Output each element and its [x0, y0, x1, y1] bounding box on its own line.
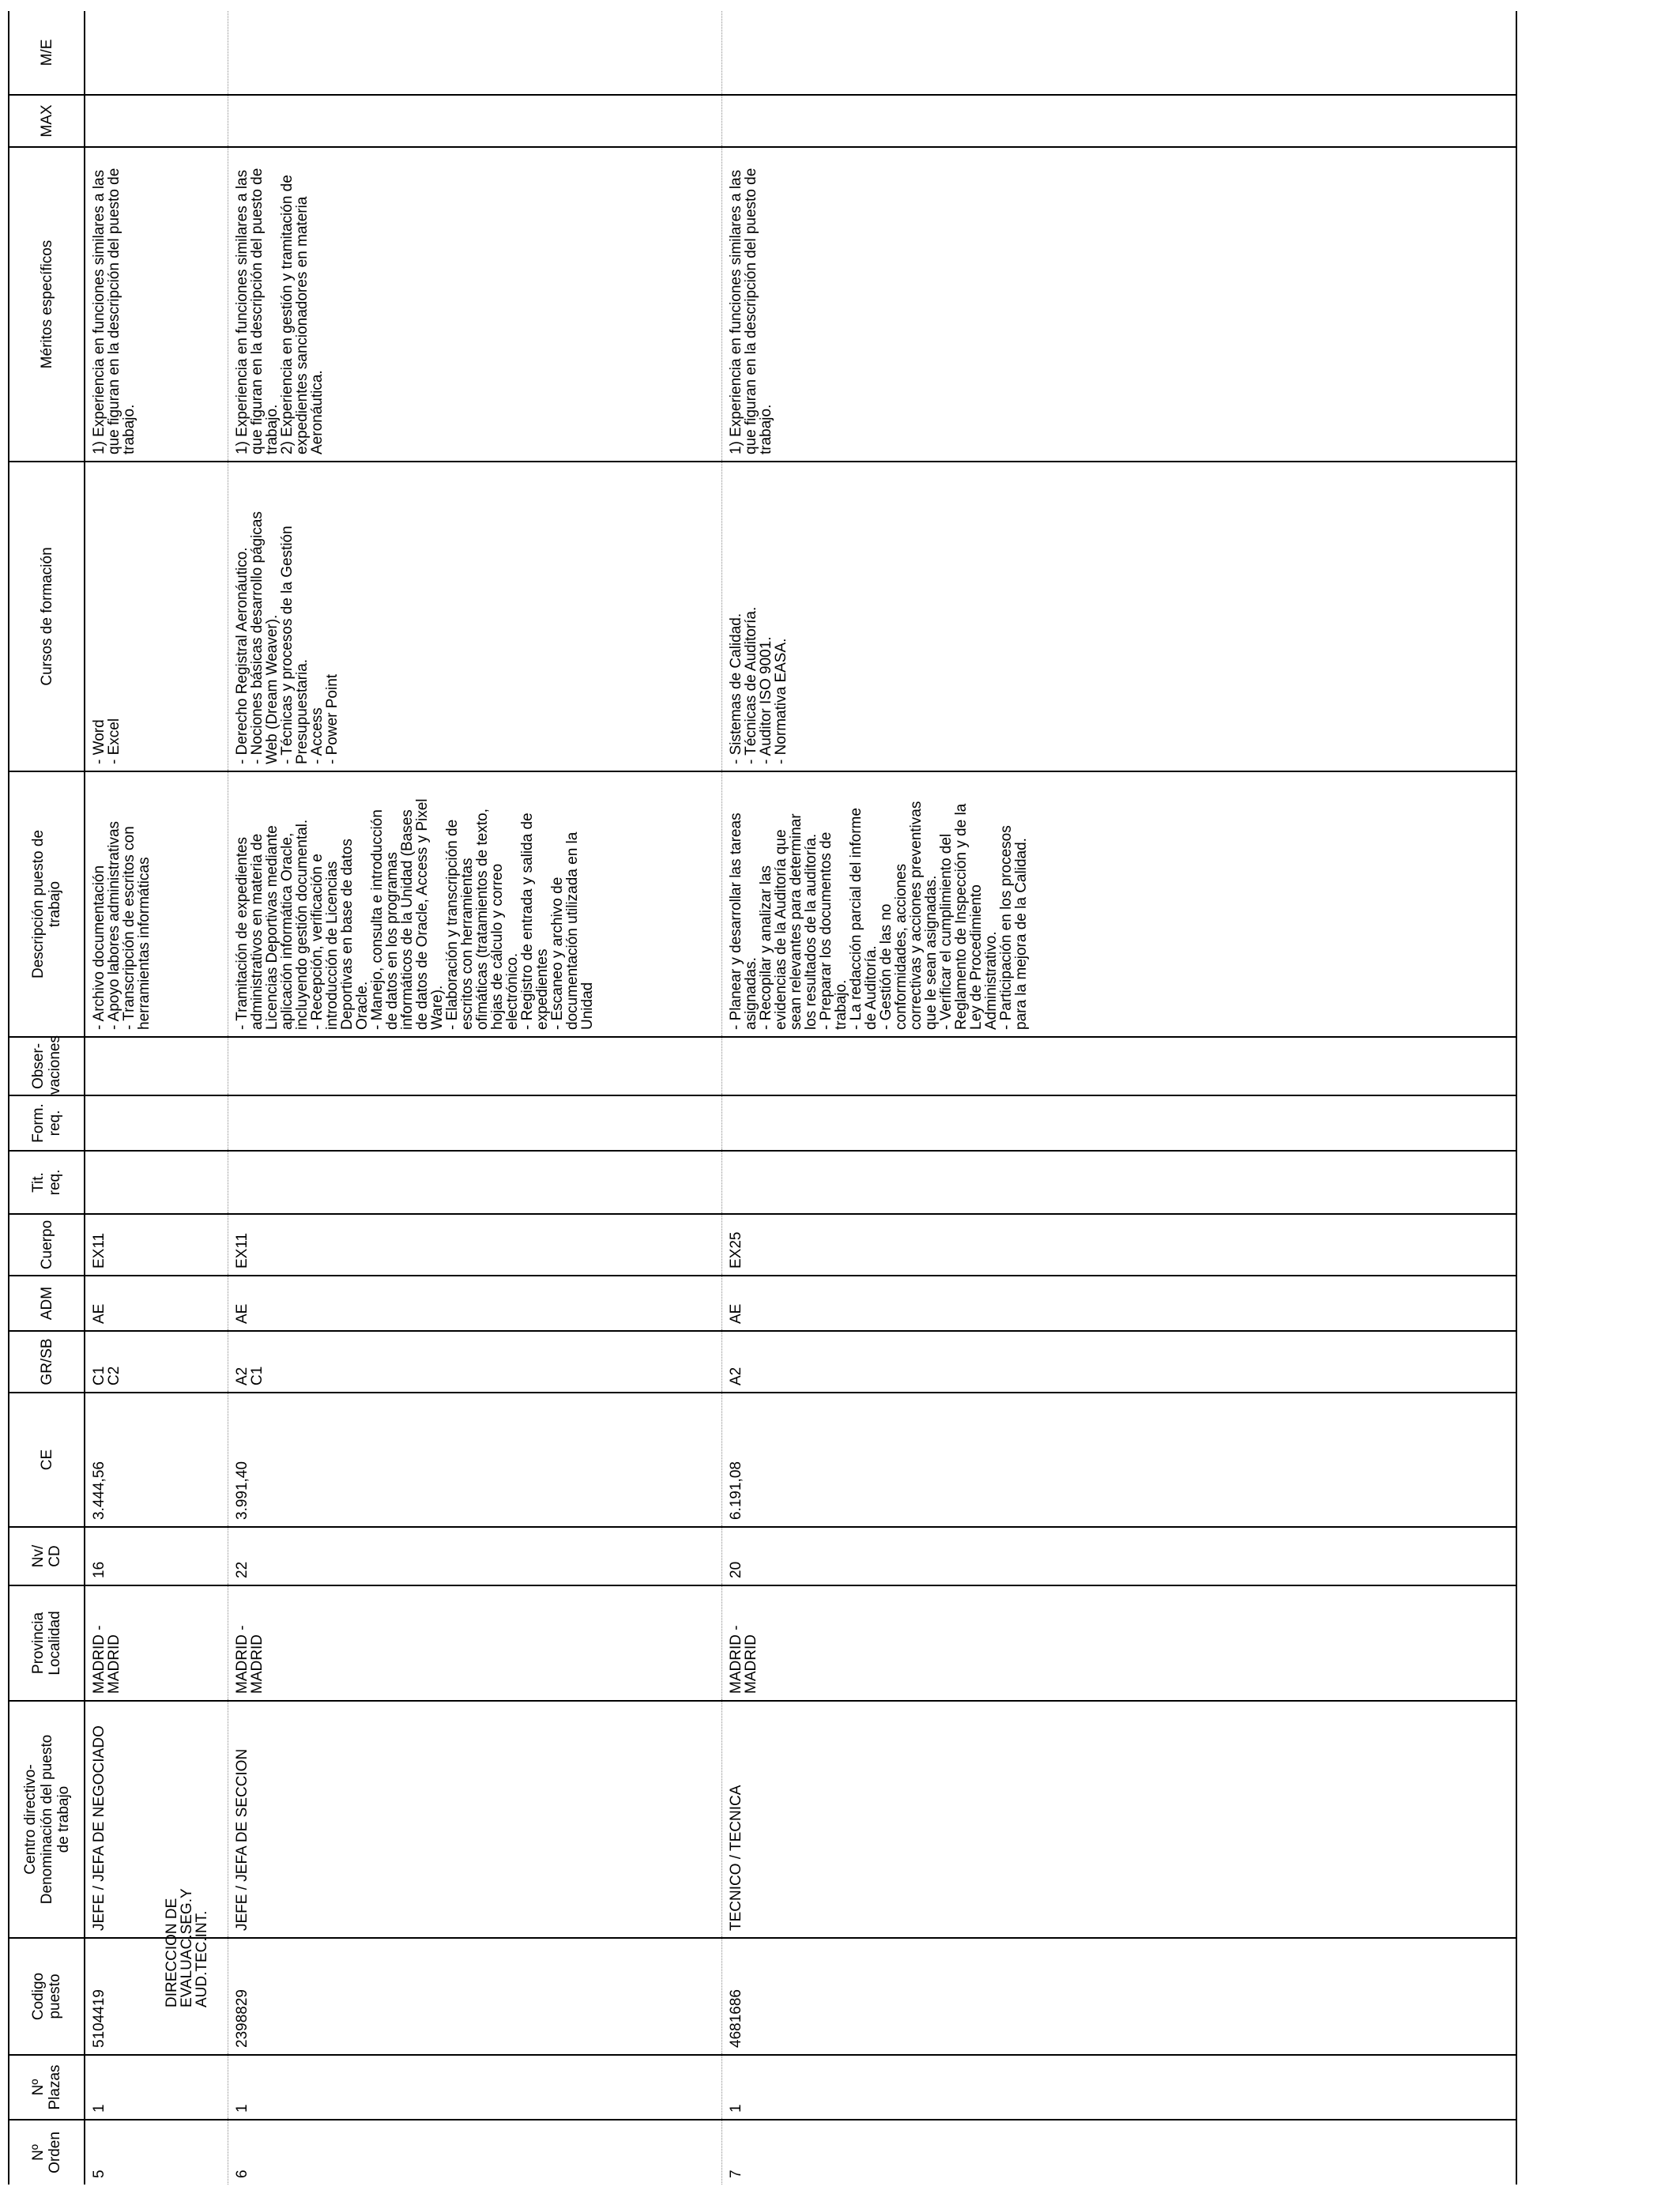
cell-cuerpo: EX11 [85, 1214, 228, 1276]
cell-cursos: - Derecho Registral Aeronáutico. - Nociones básicas desarrollo págicas Web (Dream Weaver). - Técnicas y procesos de la Gestión Presupuestaria. - Access - Power Point [228, 462, 722, 771]
header-meritos: Méritos específicos [9, 147, 85, 462]
header-max: MAX [9, 95, 85, 147]
cell-provincia: MADRID - MADRID [722, 1585, 1517, 1701]
cell-titulacion [85, 1151, 228, 1214]
header-grupo: GR/SB [9, 1331, 85, 1393]
cell-codigo: 2398829 [228, 1938, 722, 2055]
header-titulacion: Tit. req. [9, 1151, 85, 1214]
header-plazas: Nº Plazas [9, 2055, 85, 2120]
cell-grupo: C1 C2 [85, 1331, 228, 1393]
job-positions-table [8, 11, 1517, 2185]
cell-titulacion [722, 1151, 1517, 1214]
cell-provincia: MADRID - MADRID [85, 1585, 228, 1701]
cell-observaciones [85, 1037, 228, 1095]
cell-descripcion: - Archivo documentación - Apoyo labores administrativas - Transcripción de escritos con herramientas informáticas [85, 771, 228, 1037]
cell-centro: TECNICO / TECNICA [722, 1701, 1517, 1938]
cell-cuerpo: EX11 [228, 1214, 722, 1276]
cell-ce: 3.991,40 [228, 1393, 722, 1527]
cell-formacion-req [228, 1095, 722, 1151]
cell-plazas: 1 [85, 2055, 228, 2120]
cell-observaciones [722, 1037, 1517, 1095]
cell-grupo: A2 C1 [228, 1331, 722, 1393]
cell-max [85, 95, 228, 147]
cell-nivel: 20 [722, 1527, 1517, 1585]
cell-max [228, 95, 722, 147]
cell-plazas: 1 [722, 2055, 1517, 2120]
header-cuerpo: Cuerpo [9, 1214, 85, 1276]
cell-adm: AE [722, 1276, 1517, 1331]
cell-adm: AE [228, 1276, 722, 1331]
header-adm: ADM [9, 1276, 85, 1331]
cell-orden: 5 [91, 2169, 107, 2178]
cell-orden: 7 [728, 2169, 744, 2178]
cell-formacion-req [722, 1095, 1517, 1151]
cell-me [228, 11, 722, 95]
cell-ce: 6.191,08 [722, 1393, 1517, 1527]
cell-descripcion: - Planear y desarrollar las tareas asignadas. - Recopilar y analizar las evidencias de la Auditoría que sean relevantes para determinar los resultados de la auditoría. - Preparar los documentos de trabajo. - La redacción parcial del informe de Auditoría. - Gestión de las no conformidades, acciones correctivas y acciones preventivas que le sean asignadas. - Verificar el cumplimiento del Reglamento de Inspección y de la Ley de Procedimiento Administrativo. - Participación en los procesos para la mejora de la Calidad. [722, 771, 1517, 1037]
cell-codigo: 5104419 [85, 1938, 228, 2055]
cell-centro: JEFE / JEFA DE SECCION [234, 1748, 250, 1931]
cell-cursos: - Word - Excel [85, 462, 228, 771]
cell-centro-group [228, 1701, 722, 1938]
cell-ce: 3.444,56 [85, 1393, 228, 1527]
header-nivel: Nv/ CD [9, 1527, 85, 1585]
cell-observaciones [228, 1037, 722, 1095]
cell-provincia: MADRID - MADRID [228, 1585, 722, 1701]
cell-titulacion [228, 1151, 722, 1214]
cell-meritos: 1) Experiencia en funciones similares a las que figuran en la descripción del puesto de trabajo. [722, 147, 1517, 462]
cell-nivel: 16 [85, 1527, 228, 1585]
cell-orden: 6 [234, 2169, 250, 2178]
header-observaciones: Obser- vaciones [9, 1037, 85, 1095]
cell-adm: AE [85, 1276, 228, 1331]
cell-codigo: 4681686 [722, 1938, 1517, 2055]
cell-plazas: 1 [228, 2055, 722, 2120]
cell-meritos: 1) Experiencia en funciones similares a las que figuran en la descripción del puesto de trabajo. [85, 147, 228, 462]
cell-me [722, 11, 1517, 95]
header-codigo: Codigo puesto [9, 1938, 85, 2055]
header-formacion-req: Form. req. [9, 1095, 85, 1151]
cell-max [722, 95, 1517, 147]
cell-cursos: - Sistemas de Calidad. - Técnicas de Auditoría. - Auditor ISO 9001. - Normativa EASA. [722, 462, 1517, 771]
cell-nivel: 22 [228, 1527, 722, 1585]
header-descripcion: Descripción puesto de trabajo [9, 771, 85, 1037]
cell-meritos: 1) Experiencia en funciones similares a las que figuran en la descripción del puesto de trabajo. 2) Experiencia en gestión y tramitación de expedientes sancionadores en materia Aeronáutica. [228, 147, 722, 462]
direccion-label: DIRECCION DE EVALUAC.SEG.Y AUD.TEC.INT. [164, 1888, 210, 2007]
cell-centro: JEFE / JEFA DE NEGOCIADO [85, 1701, 228, 1938]
cell-me [85, 11, 228, 95]
header-orden: Nº Orden [9, 2120, 85, 2185]
header-centro: Centro directivo- Denominación del puesto de trabajo [9, 1701, 85, 1938]
header-row [9, 11, 85, 2185]
cell-formacion-req [85, 1095, 228, 1151]
header-provincia: Provincia Localidad [9, 1585, 85, 1701]
cell-cuerpo: EX25 [722, 1214, 1517, 1276]
header-me: M/E [9, 11, 85, 95]
table-row [722, 11, 1517, 2185]
header-ce: CE [9, 1393, 85, 1527]
header-cursos: Cursos de formación [9, 462, 85, 771]
cell-descripcion: - Tramitación de expedientes administrativos en materia de Licencias Deportivas mediante aplicación informática Oracle, incluyendo gestión documental. - Recepción, verificación e introducción de Licencias Deportivas en base de datos Oracle. - Manejo, consulta e introducción de datos en los programas informáticos de la Unidad (Bases de datos de Oracle, Access y Pixel Ware). - Elaboración y transcripción de escritos con herramientas ofimáticas (tratamientos de texto, hojas de cálculo y correo electrónico. - Registro de entrada y salida de expedientes - Escaneo y archivo de documentación utilizada en la Unidad [228, 771, 722, 1037]
cell-grupo: A2 [722, 1331, 1517, 1393]
table-row [228, 11, 722, 2185]
